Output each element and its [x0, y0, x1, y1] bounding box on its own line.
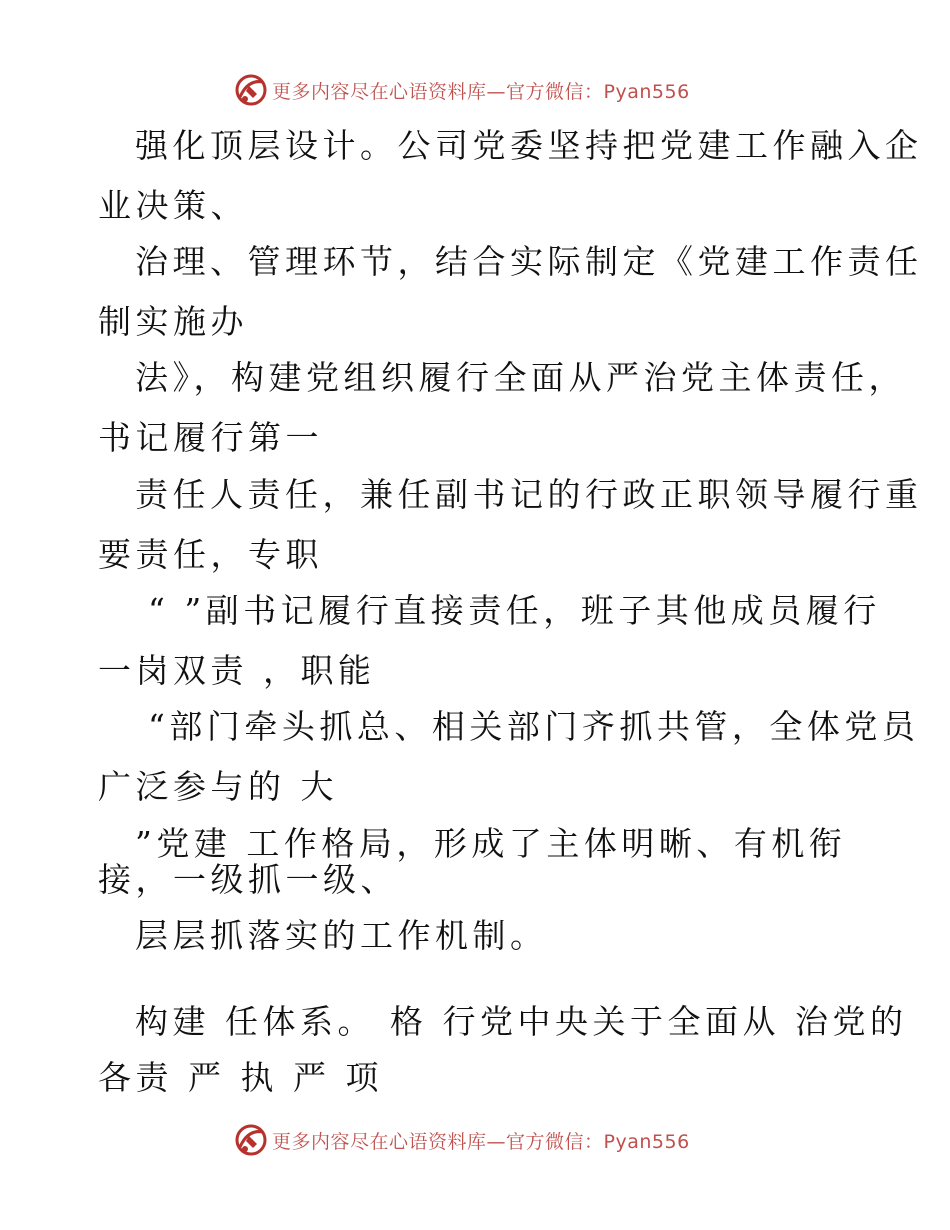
- body-line: 构建 任体系。 格 行党中央关于全面从 治党的: [135, 1002, 908, 1041]
- body-line: 制实施办: [98, 302, 248, 341]
- wechat-handle: Pyan556: [603, 80, 690, 103]
- body-line: 责任人责任，兼任副书记的行政正职领导履行重: [135, 475, 923, 514]
- body-line: 接，一级抓一级、: [98, 860, 398, 899]
- body-line: 强化顶层设计。公司党委坚持把党建工作融入企: [135, 126, 923, 165]
- body-line: ”党建 工作格局，形成了主体明晰、有机衔: [135, 824, 847, 863]
- body-line: 业决策、: [98, 186, 248, 225]
- footer-banner: [234, 1122, 690, 1158]
- wechat-handle: Pyan556: [603, 1130, 690, 1153]
- body-line: 各责 严 执 严 项: [98, 1058, 383, 1097]
- body-line: 要责任，专职: [98, 535, 323, 574]
- body-line: 书记履行第一: [98, 418, 323, 457]
- body-line: “ ”副书记履行直接责任，班子其他成员履行: [148, 591, 881, 630]
- header-banner: [234, 72, 690, 108]
- banner-text: 更多内容尽在心语资料库—官方微信：Pyan556: [272, 80, 690, 103]
- body-line: “部门牵头抓总、相关部门齐抓共管，全体党员: [148, 707, 920, 746]
- body-line: 治理、管理环节，结合实际制定《党建工作责任: [135, 242, 923, 281]
- brand-logo-icon: [234, 1123, 268, 1157]
- body-line: 一岗双责 ，职能: [98, 651, 376, 690]
- banner-text: 更多内容尽在心语资料库—官方微信：Pyan556: [272, 1130, 690, 1153]
- brand-logo-icon: [234, 73, 268, 107]
- body-line: 广泛参与的 大: [98, 767, 338, 806]
- body-line: 层层抓落实的工作机制。: [135, 916, 548, 955]
- body-line: 法》，构建党组织履行全面从严治党主体责任，: [135, 358, 906, 397]
